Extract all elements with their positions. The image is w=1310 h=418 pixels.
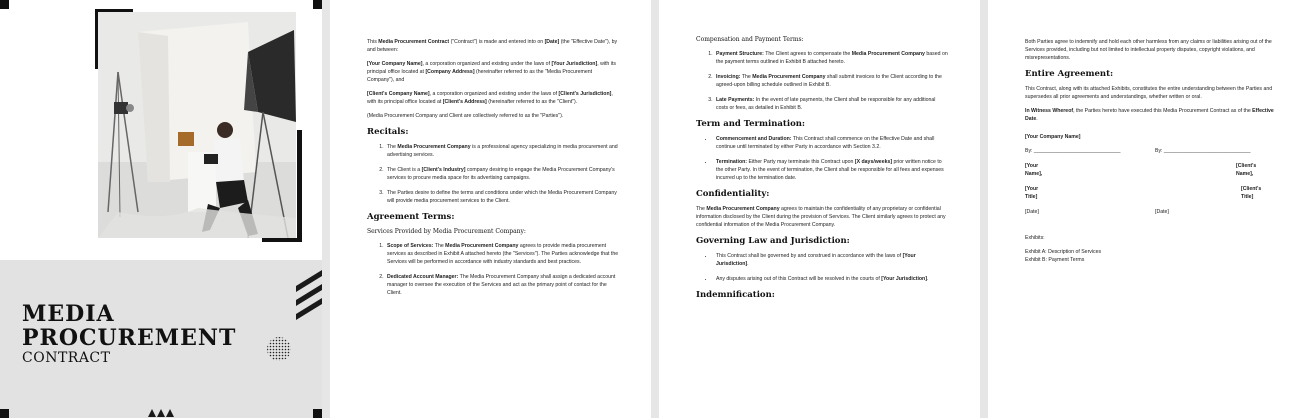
entire-agreement-heading: Entire Agreement: bbox=[1025, 69, 1114, 79]
list-item: 2. Invoicing: The Media Procurement Company shall submit invoices to the Client according to the agreed-upon billing schedule outlined in Exhibit B. bbox=[714, 73, 948, 89]
entire-agreement-paragraph: This Contract, along with its attached Exhibits, constitutes the entire understanding between the Parties and supersedes all prior agreements and understandings, whether written or oral. bbox=[1025, 86, 1273, 100]
services-subheading: Services Provided by Media Procurement Company: bbox=[367, 228, 526, 235]
signature-line-right: By: ______________________________ bbox=[1155, 148, 1251, 154]
confidentiality-heading: Confidentiality: bbox=[696, 189, 770, 199]
list-item: 2. Dedicated Account Manager: The Media Procurement Company shall assign a dedicated account manager to oversee the execution of the Services and act as the primary point of contact for the Client. bbox=[385, 273, 619, 297]
indemnification-heading: Indemnification: bbox=[696, 290, 775, 300]
cover-title bbox=[22, 302, 236, 366]
signer-date-right: [Date] bbox=[1155, 209, 1169, 215]
compensation-subheading: Compensation and Payment Terms: bbox=[696, 36, 804, 43]
photo-frame-accent bbox=[262, 238, 302, 242]
cover-title-line3: CONTRACT bbox=[22, 350, 111, 366]
signature-date-row bbox=[1025, 208, 1275, 216]
photo-frame-accent bbox=[297, 130, 302, 242]
payment-list bbox=[696, 50, 948, 112]
signer-name-right: [Client's Name], bbox=[1236, 163, 1257, 177]
confidentiality-paragraph: The Media Procurement Company agrees to maintain the confidentiality of any proprietary or confidential information disclosed by the Client during the provision of Services. The Client similarly agrees to protect any confidential information of the Media Procurement Company. bbox=[696, 206, 946, 228]
dot-pattern-decoration bbox=[266, 336, 292, 362]
services-list bbox=[367, 242, 619, 297]
list-item: 2. The Client is a [Client's Industry] company desiring to engage the Media Procurement Company's services to procure media space for its advertising campaigns. bbox=[385, 166, 619, 182]
diagonal-stripes-decoration bbox=[296, 270, 322, 326]
list-item: 1. Scope of Services: The Media Procurement Company agrees to provide media procurement services as described in Exhibit A attached hereto (the "Services"). The Parties acknowledge that the Services will be performed in accordance with industry standards and best practices. bbox=[385, 242, 619, 266]
agreement-terms-heading: Agreement Terms: bbox=[367, 212, 455, 222]
photographer-studio-image bbox=[98, 12, 296, 238]
signer-title-right: [Client's Title] bbox=[1241, 186, 1262, 200]
exhibits-label: Exhibits: bbox=[1025, 235, 1045, 241]
signature-company-name: [Your Company Name] bbox=[1025, 134, 1081, 140]
corner-mark-bottom-right bbox=[313, 409, 322, 418]
cover-photo bbox=[98, 12, 296, 238]
list-item: • Any disputes arising out of this Contract will be resolved in the courts of [Your Jurisdiction]. bbox=[714, 275, 948, 283]
contract-page-4 bbox=[988, 0, 1310, 418]
signer-date-left: [Date] bbox=[1025, 209, 1039, 215]
page-3-body bbox=[696, 34, 948, 306]
contract-page-3 bbox=[659, 0, 980, 418]
cover-page bbox=[0, 0, 322, 418]
contract-page-2 bbox=[330, 0, 651, 418]
signature-title-row bbox=[1025, 185, 1275, 201]
list-item: 3. The Parties desire to define the terms and conditions under which the Media Procurement Company will provide media procurement services to the Client. bbox=[385, 189, 619, 205]
term-list bbox=[696, 135, 948, 182]
page-4-body bbox=[1025, 38, 1275, 264]
party-1-paragraph: [Your Company Name], a corporation organized and existing under the laws of [Your Jurisdiction], with its principal office located at [Company Address] (hereinafter referred to as the "Media Procurement Company"), and bbox=[367, 61, 616, 83]
corner-mark-bottom-left bbox=[0, 409, 9, 418]
indemnification-paragraph: Both Parties agree to indemnify and hold each other harmless from any claims or liabilities arising out of the Services provided, including but not limited to intellectual property disputes, copyright violations, and misrepresentations. bbox=[1025, 39, 1272, 61]
triangles-decoration bbox=[148, 407, 174, 417]
list-item: • This Contract shall be governed by and construed in accordance with the laws of [Your Jurisdiction]. bbox=[714, 252, 948, 268]
list-item: 1. The Media Procurement Company is a professional agency specializing in media procurement and advertising services. bbox=[385, 143, 619, 159]
exhibit-b: Exhibit B: Payment Terms bbox=[1025, 257, 1085, 263]
signer-title-left: [Your Title] bbox=[1025, 186, 1039, 200]
party-2-paragraph: [Client's Company Name], a corporation organized and existing under the laws of [Client's Jurisdiction], with its principal office located at [Client's Address] (hereinafter referred to as the "Client"). bbox=[367, 91, 613, 105]
parties-note: (Media Procurement Company and Client are collectively referred to as the "Parties"). bbox=[367, 113, 564, 119]
list-item: 1. Payment Structure: The Client agrees to compensate the Media Procurement Company based on the payment terms outlined in Exhibit B attached hereto. bbox=[714, 50, 948, 66]
signature-name-row bbox=[1025, 162, 1275, 178]
governing-law-heading: Governing Law and Jurisdiction: bbox=[696, 236, 850, 246]
corner-mark-top-right bbox=[313, 0, 322, 9]
witness-paragraph: In Witness Whereof, the Parties hereto have executed this Media Procurement Contract as of the Effective Date. bbox=[1025, 108, 1274, 122]
recitals-list bbox=[367, 143, 619, 205]
intro-paragraph: This Media Procurement Contract ("Contract") is made and entered into on [Date] (the "Effective Date"), by and between: bbox=[367, 39, 618, 53]
signature-line-left: By: ______________________________ bbox=[1025, 148, 1121, 154]
list-item: • Termination: Either Party may terminate this Contract upon [X days/weeks] prior written notice to the other Party. In the event of termination, the Client shall be responsible for all fees and expenses incurred up to the termination date. bbox=[714, 158, 948, 182]
page-2-body bbox=[367, 38, 619, 304]
cover-title-line2: PROCUREMENT bbox=[22, 325, 237, 351]
signature-by-row bbox=[1025, 147, 1275, 155]
list-item: • Commencement and Duration: This Contract shall commence on the Effective Date and shall continue until terminated by either Party in accordance with Section 3.2. bbox=[714, 135, 948, 151]
governing-law-list bbox=[696, 252, 948, 283]
corner-mark-top-left bbox=[0, 0, 9, 9]
signer-name-left: [Your Name], bbox=[1025, 163, 1043, 177]
exhibit-a: Exhibit A: Description of Services bbox=[1025, 249, 1102, 255]
list-item: 3. Late Payments: In the event of late payments, the Client shall be responsible for any additional costs or fees, as detailed in Exhibit B. bbox=[714, 96, 948, 112]
cover-title-line1: MEDIA bbox=[22, 301, 115, 327]
recitals-heading: Recitals: bbox=[367, 127, 409, 137]
term-termination-heading: Term and Termination: bbox=[696, 119, 806, 129]
